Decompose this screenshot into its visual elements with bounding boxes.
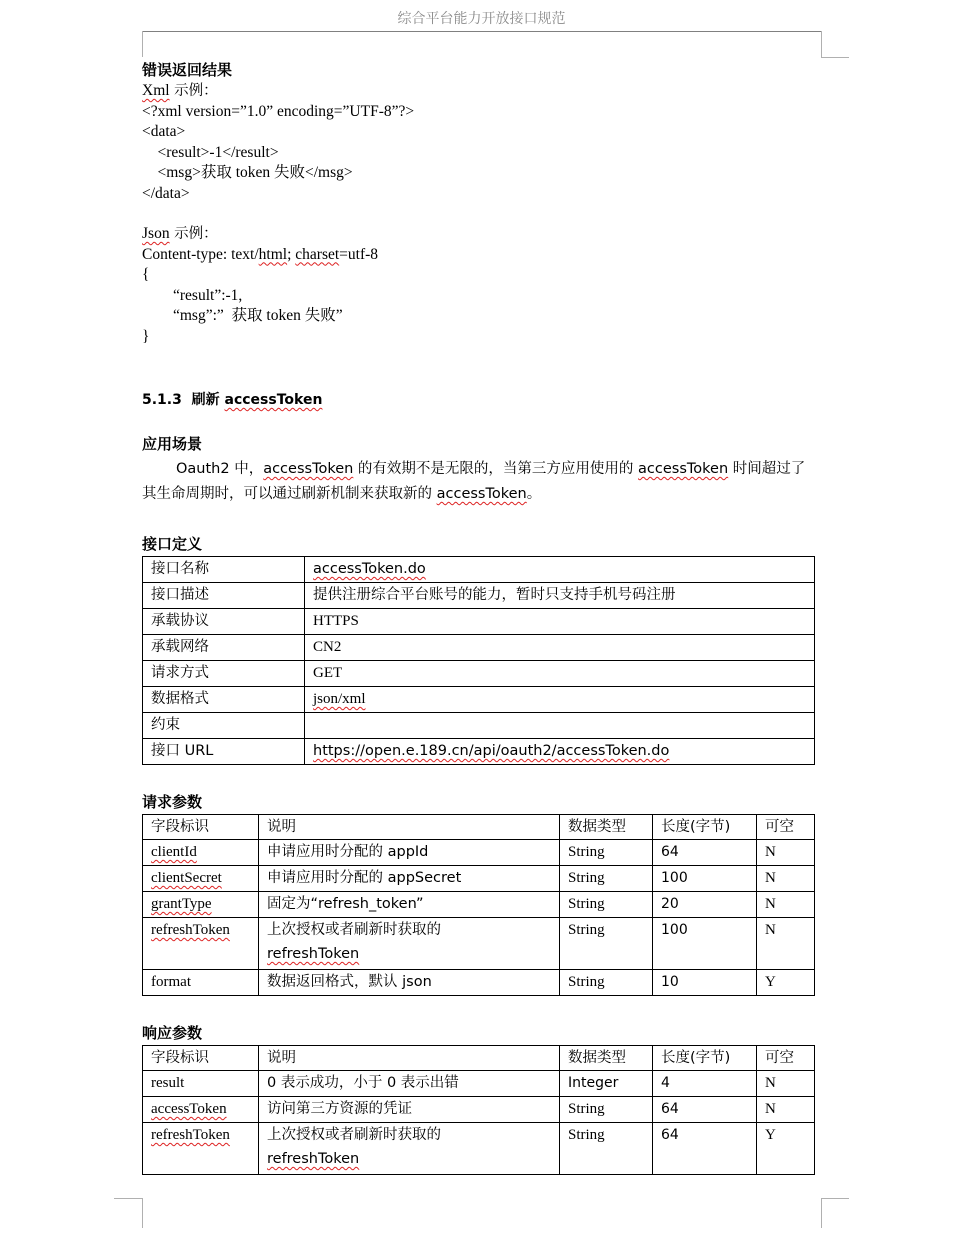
column-header: 字段标识 xyxy=(143,815,259,840)
interface-row xyxy=(143,713,815,739)
description-line: 上次授权或者刷新时获取的 xyxy=(267,1127,441,1143)
interface-value-text: 提供注册综合平台账号的能力，暂时只支持手机号码注册 xyxy=(313,587,676,603)
nullable-cell: Y xyxy=(757,1123,815,1175)
interface-value-text: accessToken.do xyxy=(313,561,426,577)
field-id-cell xyxy=(143,840,259,866)
data-type-cell: Integer xyxy=(560,1071,653,1097)
xml-example-label: Xml 示例： xyxy=(142,82,218,99)
column-header: 数据类型 xyxy=(560,815,653,840)
description-cell: 0 表示成功，小于 0 表示出错 xyxy=(259,1071,560,1097)
table-row xyxy=(143,918,815,970)
field-id-cell xyxy=(143,1097,259,1123)
json-code-line: } xyxy=(142,327,150,345)
interface-heading: 接口定义 xyxy=(142,535,203,553)
response-params-table xyxy=(142,1045,815,1175)
interface-key-cell: 请求方式 xyxy=(143,661,305,687)
data-type-cell: String xyxy=(560,1097,653,1123)
interface-value-cell xyxy=(305,739,815,765)
document-body xyxy=(142,56,815,1175)
interface-value-cell xyxy=(305,557,815,583)
interface-key-cell: 承载网络 xyxy=(143,635,305,661)
length-cell: 100 xyxy=(653,918,757,970)
page-header-title: 综合平台能力开放接口规范 xyxy=(397,11,566,27)
table-row xyxy=(143,892,815,918)
length-cell: 10 xyxy=(653,970,757,996)
xml-code-line: <msg>获取 token 失败</msg> xyxy=(142,164,353,181)
interface-value-cell xyxy=(305,583,815,609)
interface-row xyxy=(143,739,815,765)
scenario-paragraph: Oauth2 中，accessToken 的有效期不是无限的，当第三方应用使用的 accessToken 时间超过了其生命周期时，可以通过刷新机制来获取新的 accessToken。 xyxy=(142,461,806,502)
crop-mark xyxy=(821,1198,822,1228)
table-row xyxy=(143,1071,815,1097)
xml-code-line: <result>-1</result> xyxy=(142,143,279,161)
field-id-text: clientId xyxy=(151,844,197,860)
column-header: 可空 xyxy=(757,815,815,840)
table-row xyxy=(143,970,815,996)
interface-key-cell: 承载协议 xyxy=(143,609,305,635)
crop-mark xyxy=(142,1198,143,1228)
interface-row xyxy=(143,557,815,583)
length-cell: 4 xyxy=(653,1071,757,1097)
nullable-cell: N xyxy=(757,840,815,866)
error-heading: 错误返回结果 xyxy=(142,61,233,79)
request-params-heading: 请求参数 xyxy=(142,793,203,811)
table-row xyxy=(143,1123,815,1175)
json-code-line: { xyxy=(142,266,150,283)
field-id-cell xyxy=(143,918,259,970)
field-id-text: format xyxy=(151,974,191,990)
header-rule xyxy=(142,31,821,32)
column-header: 长度(字节) xyxy=(653,815,757,840)
nullable-cell: N xyxy=(757,866,815,892)
field-id-text: result xyxy=(151,1075,185,1091)
description-line: refreshToken xyxy=(267,1151,360,1167)
field-id-cell xyxy=(143,970,259,996)
interface-value-cell xyxy=(305,687,815,713)
response-params-heading: 响应参数 xyxy=(142,1024,203,1042)
interface-value-text: https://open.e.189.cn/api/oauth2/accessToken.do xyxy=(313,743,670,759)
json-example-code xyxy=(142,265,815,347)
field-id-text: refreshToken xyxy=(151,922,230,938)
interface-key-cell: 数据格式 xyxy=(143,687,305,713)
length-cell: 100 xyxy=(653,866,757,892)
data-type-cell: String xyxy=(560,970,653,996)
json-code-line: “msg”:” 获取 token 失败” xyxy=(142,307,343,324)
column-header: 长度(字节) xyxy=(653,1046,757,1071)
length-cell: 64 xyxy=(653,1097,757,1123)
json-content-type: Content-type: text/html; charset=utf-8 xyxy=(142,245,379,263)
data-type-cell: String xyxy=(560,1123,653,1175)
field-id-text: accessToken xyxy=(151,1101,227,1117)
description-cell: 访问第三方资源的凭证 xyxy=(259,1097,560,1123)
nullable-cell: Y xyxy=(757,970,815,996)
interface-value-text: GET xyxy=(313,665,343,681)
crop-mark xyxy=(142,31,143,57)
crop-mark xyxy=(821,57,849,58)
interface-key-cell: 接口 URL xyxy=(143,739,305,765)
xml-code-line: <?xml version=”1.0” encoding=”UTF-8”?> xyxy=(142,102,415,120)
field-id-text: clientSecret xyxy=(151,870,222,886)
interface-value-cell xyxy=(305,609,815,635)
xml-code-line: </data> xyxy=(142,184,190,202)
table-header-row xyxy=(143,1046,815,1071)
interface-value-text: HTTPS xyxy=(313,613,359,629)
field-id-text: refreshToken xyxy=(151,1127,230,1143)
interface-value-cell xyxy=(305,635,815,661)
interface-row xyxy=(143,635,815,661)
interface-key-cell: 约束 xyxy=(143,713,305,739)
xml-example-code xyxy=(142,102,815,205)
column-header: 说明 xyxy=(259,815,560,840)
data-type-cell: String xyxy=(560,866,653,892)
field-id-cell xyxy=(143,1071,259,1097)
crop-mark xyxy=(821,1198,849,1199)
data-type-cell: String xyxy=(560,918,653,970)
request-params-table xyxy=(142,814,815,996)
length-cell: 64 xyxy=(653,1123,757,1175)
description-cell xyxy=(259,918,560,970)
crop-mark xyxy=(114,1198,142,1199)
column-header: 数据类型 xyxy=(560,1046,653,1071)
description-line: 上次授权或者刷新时获取的 xyxy=(267,922,441,938)
table-row xyxy=(143,1097,815,1123)
table-row xyxy=(143,840,815,866)
nullable-cell: N xyxy=(757,1071,815,1097)
json-code-line: “result”:-1, xyxy=(142,286,243,304)
interface-value-cell xyxy=(305,713,815,739)
field-id-cell xyxy=(143,892,259,918)
data-type-cell: String xyxy=(560,892,653,918)
nullable-cell: N xyxy=(757,918,815,970)
description-cell xyxy=(259,1123,560,1175)
length-cell: 64 xyxy=(653,840,757,866)
length-cell: 20 xyxy=(653,892,757,918)
column-header: 字段标识 xyxy=(143,1046,259,1071)
interface-key-cell: 接口名称 xyxy=(143,557,305,583)
interface-key-cell: 接口描述 xyxy=(143,583,305,609)
scenario-heading: 应用场景 xyxy=(142,435,203,453)
field-id-cell xyxy=(143,1123,259,1175)
interface-value-text: json/xml xyxy=(313,691,366,707)
description-line: refreshToken xyxy=(267,946,360,962)
description-cell: 数据返回格式，默认 json xyxy=(259,970,560,996)
field-id-text: grantType xyxy=(151,896,212,912)
interface-definition-table xyxy=(142,556,815,765)
interface-row xyxy=(143,661,815,687)
section-heading-5-1-3: 5.1.3 刷新 accessToken xyxy=(142,392,323,408)
table-header-row xyxy=(143,815,815,840)
column-header: 可空 xyxy=(757,1046,815,1071)
field-id-cell xyxy=(143,866,259,892)
nullable-cell: N xyxy=(757,892,815,918)
json-example-label: Json 示例： xyxy=(142,225,218,242)
interface-row xyxy=(143,609,815,635)
interface-row xyxy=(143,687,815,713)
table-row xyxy=(143,866,815,892)
interface-value-cell xyxy=(305,661,815,687)
interface-value-text: CN2 xyxy=(313,639,342,655)
data-type-cell: String xyxy=(560,840,653,866)
crop-mark xyxy=(821,31,822,57)
xml-code-line: <data> xyxy=(142,123,186,140)
nullable-cell: N xyxy=(757,1097,815,1123)
column-header: 说明 xyxy=(259,1046,560,1071)
description-cell: 申请应用时分配的 appSecret xyxy=(259,866,560,892)
interface-row xyxy=(143,583,815,609)
description-cell: 申请应用时分配的 appId xyxy=(259,840,560,866)
description-cell: 固定为“refresh_token” xyxy=(259,892,560,918)
